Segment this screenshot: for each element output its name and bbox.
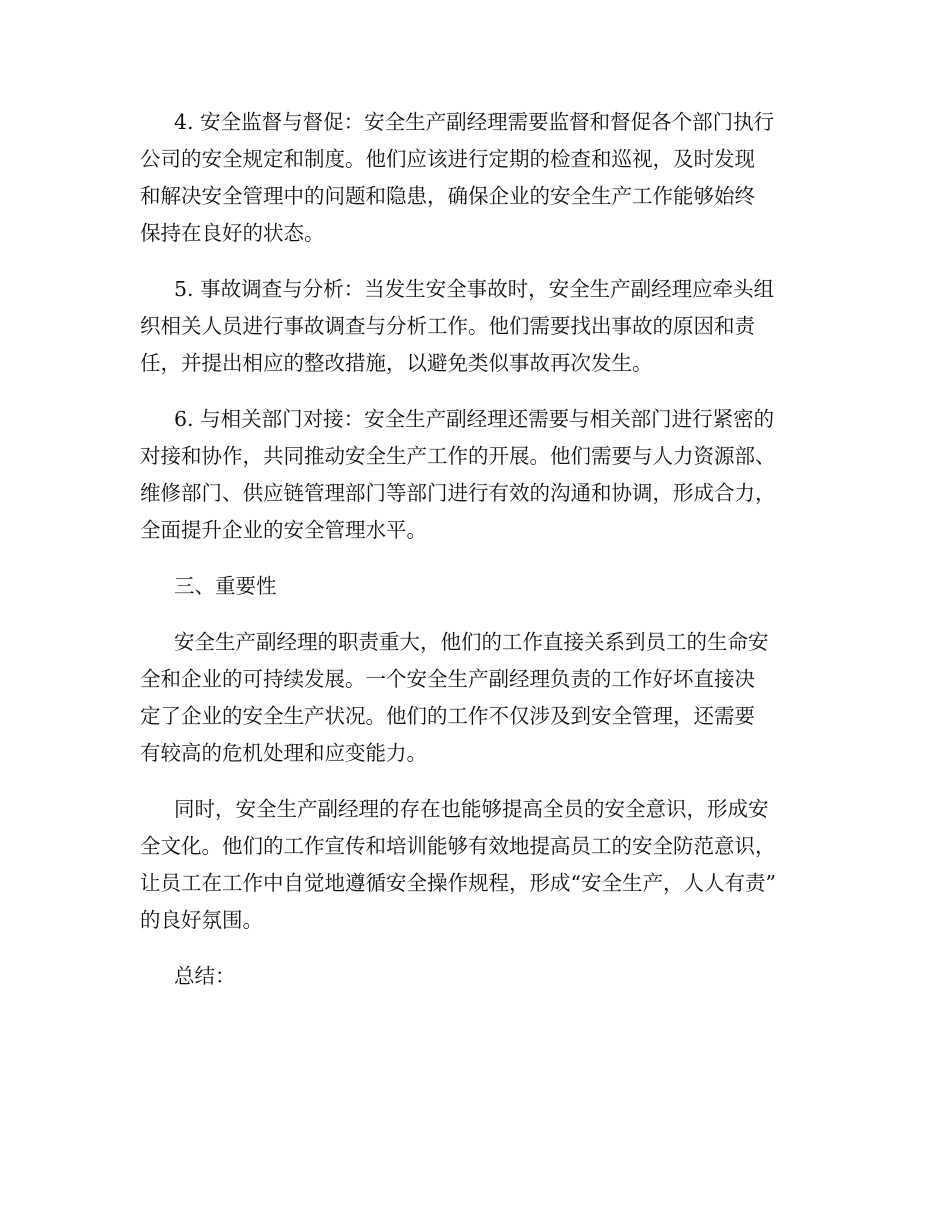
paragraph-safety-supervision bbox=[140, 104, 820, 252]
paragraph-accident-investigation bbox=[140, 271, 820, 382]
text-line: 6. 与相关部门对接：安全生产副经理还需要与相关部门进行紧密的 bbox=[174, 407, 775, 431]
text-line: 同时，安全生产副经理的存在也能够提高全员的安全意识，形成安 bbox=[174, 797, 769, 821]
text-line: 5. 事故调查与分析：当发生安全事故时，安全生产副经理应牵头组 bbox=[174, 277, 775, 301]
paragraph-safety-culture bbox=[140, 791, 820, 939]
text-line: 让员工在工作中自觉地遵循安全操作规程，形成“安全生产，人人有责” bbox=[140, 871, 776, 895]
text-line: 维修部门、供应链管理部门等部门进行有效的沟通和协调，形成合力， bbox=[140, 481, 776, 505]
text-line: 和解决安全管理中的问题和隐患，确保企业的安全生产工作能够始终 bbox=[140, 184, 755, 208]
section-heading-summary bbox=[140, 958, 820, 995]
section-heading-importance bbox=[140, 568, 820, 605]
document-body bbox=[140, 104, 820, 1014]
text-line: 全面提升企业的安全管理水平。 bbox=[140, 518, 427, 542]
text-line: 全文化。他们的工作宣传和培训能够有效地提高员工的安全防范意识， bbox=[140, 834, 776, 858]
text-line: 保持在良好的状态。 bbox=[140, 221, 325, 245]
section-heading: 三、重要性 bbox=[174, 574, 277, 598]
text-line: 对接和协作，共同推动安全生产工作的开展。他们需要与人力资源部、 bbox=[140, 444, 776, 468]
text-line: 定了企业的安全生产状况。他们的工作不仅涉及到安全管理，还需要 bbox=[140, 704, 755, 728]
text-line: 4. 安全监督与督促：安全生产副经理需要监督和督促各个部门执行 bbox=[174, 110, 775, 134]
text-line: 公司的安全规定和制度。他们应该进行定期的检查和巡视，及时发现 bbox=[140, 147, 755, 171]
section-heading: 总结： bbox=[174, 964, 236, 988]
paragraph-department-liaison bbox=[140, 401, 820, 549]
paragraph-importance bbox=[140, 624, 820, 772]
text-line: 安全生产副经理的职责重大，他们的工作直接关系到员工的生命安 bbox=[174, 630, 769, 654]
text-line: 有较高的危机处理和应变能力。 bbox=[140, 741, 427, 765]
text-line: 任，并提出相应的整改措施，以避免类似事故再次发生。 bbox=[140, 351, 653, 375]
text-line: 的良好氛围。 bbox=[140, 908, 263, 932]
text-line: 织相关人员进行事故调查与分析工作。他们需要找出事故的原因和责 bbox=[140, 314, 755, 338]
text-line: 全和企业的可持续发展。一个安全生产副经理负责的工作好坏直接决 bbox=[140, 667, 755, 691]
